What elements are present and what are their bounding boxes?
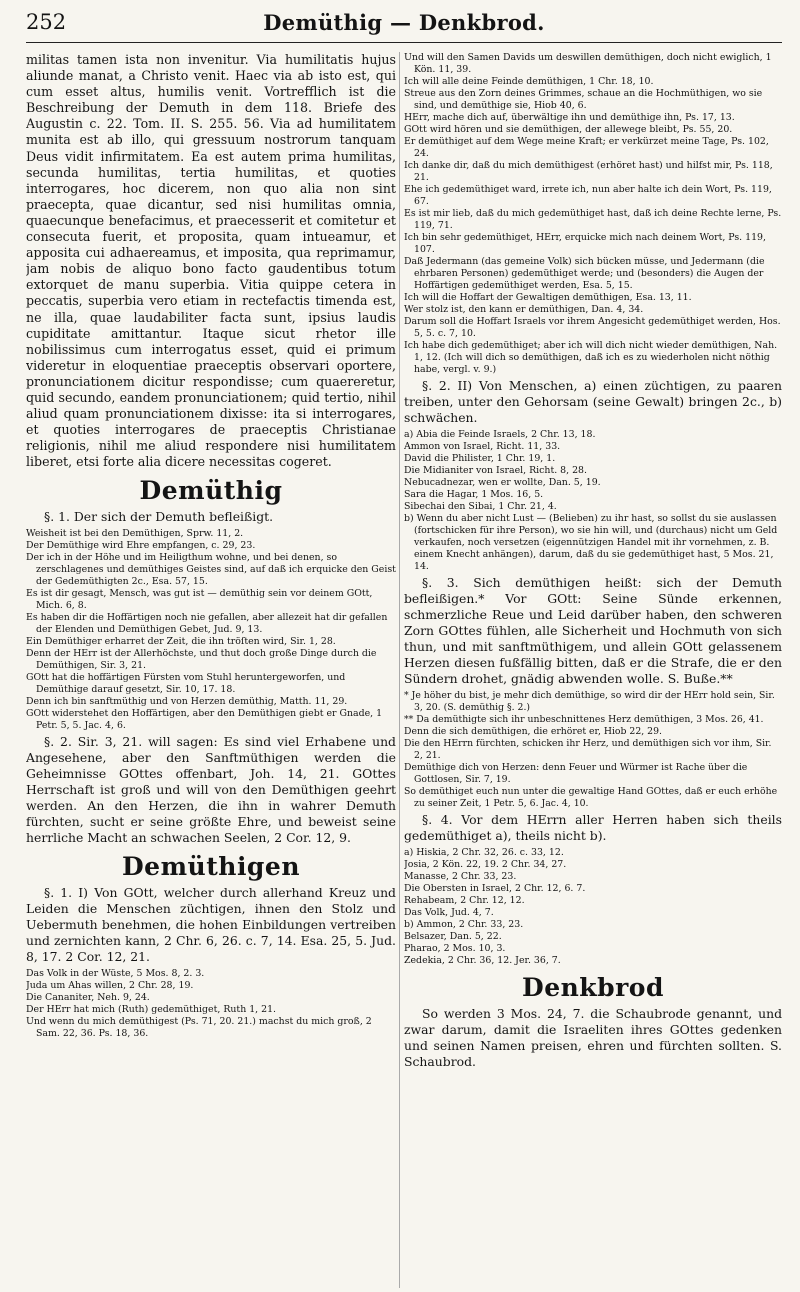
- footnote: Die den HErrn fürchten, schicken ihr Herz, und demüthigen sich vor ihm, Sir. 2, 21.: [404, 738, 772, 761]
- refs-demuethigen-2: [404, 429, 782, 573]
- paragraph-demuethigen-1: §. 1. I) Von GOtt, welcher durch allerhand Kreuz und Leiden die Menschen züchtigen, ihnen den Stolz und Uebermuth benehmen, die hohen Einbildungen vertreiben und zernichten kann, 2 Chr. 6, 26. c. 7, 14. Esa. 25, 5. Jud. 8, 17. 2 Cor. 12, 21.: [26, 885, 396, 965]
- scripture-ref: Belsazer, Dan. 5, 22.: [404, 931, 502, 942]
- footnotes-demuethigen-3: [404, 690, 782, 810]
- scripture-ref: Streue aus den Zorn deines Grimmes, schaue an die Hochmüthigen, wo sie sind, und demüthige sie, Hiob 40, 6.: [404, 88, 763, 111]
- scripture-ref: Josia, 2 Kön. 22, 19. 2 Chr. 34, 27.: [404, 859, 567, 870]
- footnote: So demüthiget euch nun unter die gewaltige Hand GOttes, daß er euch erhöhe zu seiner Zeit, 1 Petr. 5, 6. Jac. 4, 10.: [404, 786, 778, 809]
- scripture-ref: b) Wenn du aber nicht Lust — (Belieben) zu ihr hast, so sollst du sie auslassen (fortschicken für ihre Person), wo sie hin will, und (durchaus) nicht um Geld verkaufen, noch versetzen (eigennützigen Handel mit ihr vornehmen, z. B. einem Knecht anhängen), darum, daß du sie gedemüthiget hast, 5 Mos. 21, 14.: [404, 513, 778, 572]
- scripture-ref: Der HErr hat mich (Ruth) gedemüthiget, Ruth 1, 21.: [26, 1004, 277, 1016]
- scripture-ref: Ich will die Hoffart der Gewaltigen demüthigen, Esa. 13, 11.: [404, 292, 692, 303]
- scripture-ref: Die Obersten in Israel, 2 Chr. 12, 6. 7.: [404, 883, 586, 894]
- scripture-ref: Denn der HErr ist der Allerhöchste, und thut doch große Dinge durch die Demüthigen, Sir. 3, 21.: [26, 648, 377, 672]
- paragraph-demuethigen-4: §. 4. Vor dem HErrn aller Herren haben sich theils gedemüthiget a), theils nicht b).: [404, 812, 782, 843]
- refs-demuethigen-continued: [404, 52, 782, 376]
- scripture-ref: Der ich in der Höhe und im Heiligthum wohne, und bei denen, so zerschlagenes und demüthiges Geistes sind, auf daß ich erquicke den Geist der Gedemüthigten 2c., Esa. 57, 15.: [26, 552, 396, 588]
- scripture-ref: Die Cananiter, Neh. 9, 24.: [26, 992, 150, 1004]
- scripture-ref: Denn ich bin sanftmüthig und von Herzen demüthig, Matth. 11, 29.: [26, 696, 348, 708]
- scripture-ref: Und will den Samen Davids um deswillen demüthigen, doch nicht ewiglich, 1 Kön. 11, 39.: [404, 52, 772, 75]
- scripture-ref: Die Midianiter von Israel, Richt. 8, 28.: [404, 465, 588, 476]
- scripture-ref: Ein Demüthiger erharret der Zeit, die ihn tröſten wird, Sir. 1, 28.: [26, 636, 336, 648]
- scripture-ref: Manasse, 2 Chr. 33, 23.: [404, 871, 517, 882]
- scripture-ref: Sibechai den Sibai, 1 Chr. 21, 4.: [404, 501, 557, 512]
- paragraph-denkbrod: So werden 3 Mos. 24, 7. die Schaubrode genannt, und zwar darum, damit die Israeliten ihres GOttes gedenken und seinen Namen preisen, ehren und fürchten sollten. S. Schaubrod.: [404, 1006, 782, 1069]
- scripture-ref: Nebucadnezar, wen er wollte, Dan. 5, 19.: [404, 477, 601, 488]
- entry-heading-demuethig: Demüthig: [139, 476, 283, 506]
- scripture-ref: Der Demüthige wird Ehre empfangen, c. 29, 23.: [26, 540, 256, 552]
- latin-passage: militas tamen ista non invenitur. Via humilitatis hujus aliunde manat, a Christo venit. Haec via ab isto est, qui cum esset altus, humilis venit. Vortrefflich ist die Beschreibung der Demuth in dem 118. Briefe des Augustin c. 22. Tom. II. S. 255. 56. Via ad humilitatem munita est ab illo, qui gressuum nostrorum tanquam Deus vidit infirmitatem. Ea est autem prima humilitas, secunda humilitas, tertia humilitas, et quoties interrogares, hoc dicerem, non quo alia non sint praecepta, quae dicantur, sed nisi humilitas omnia, quaecunque benefacimus, et praecesserit et comitetur et consecuta fuerit, et proposita, quam intueamur, et apposita cui adhaereamus, et imposita, qua reprimamur, jam nobis de aliquo bono facto gaudentibus totum extorquet de manu superbia. Vitia quippe cetera in peccatis, superbia vero etiam in rectefactis timenda est, ne illa, quae laudabiliter facta sunt, ipsius laudis cupiditate amittantur. Itaque sicut rhetor ille nobilissimus cum interrogatus esset, quid ei primum videretur in eloquentiae praeceptis observari oportere, pronunciationem dicitur respondisse; cum quaereretur, quid secundo, eandem pronunciationem; quid tertio, nihil aliud quam pronunciationem dixisse: ita si interrogares, et quoties interrogares de praeceptis Christianae religionis, nihil me aliud respondere nisi humilitatem liberet, etsi forte alia dicere necessitas cogeret.: [26, 52, 396, 470]
- paragraph-demuethig-2: §. 2. Sir. 3, 21. will sagen: Es sind viel Erhabene und Angesehene, aber den Sanftmüthigen werden die Geheimnisse GOttes offenbart, Joh. 14, 21. GOttes Herrschaft ist groß und will von den Demüthigen geehrt werden. An den Herzen, die ihn in wahrer Demuth fürchten, sucht er seine größte Ehre, und beweist seine herrliche Macht an schwachen Seelen, 2 Cor. 12, 9.: [26, 734, 396, 846]
- footnote: Demüthige dich von Herzen: denn Feuer und Würmer ist Rache über die Gottlosen, Sir. 7, 19.: [404, 762, 748, 785]
- scripture-ref: HErr, mache dich auf, überwältige ihn und demüthige ihn, Ps. 17, 13.: [404, 112, 735, 123]
- paragraph-demuethigen-3: §. 3. Sich demüthigen heißt: sich der Demuth befleißigen.* Vor GOtt: Seine Sünde erkennen, schmerzliche Reue und Leid darüber haben, den schweren Zorn GOttes fühlen, alle Sicherheit und Hochmuth von sich thun, und mit sanftmüthigem, und allein GOtt gelassenem Herzen diesen fußfällig bitten, daß er die Strafe, die er den Sündern drohet, gnädig abwenden wolle. S. Buße.**: [404, 575, 782, 686]
- scripture-ref: Ich will alle deine Feinde demüthigen, 1 Chr. 18, 10.: [404, 76, 654, 87]
- scripture-ref: GOtt hat die hoffärtigen Fürsten vom Stuhl heruntergeworfen, und Demüthige darauf gesetzt, Sir. 10, 17. 18.: [26, 672, 346, 696]
- column-divider: [399, 52, 400, 1288]
- refs-demuethigen-4: [404, 847, 782, 967]
- scripture-ref: Pharao, 2 Mos. 10, 3.: [404, 943, 506, 954]
- scripture-ref: Ammon von Israel, Richt. 11, 33.: [404, 441, 561, 452]
- page-header: [26, 6, 782, 43]
- scripture-ref: Ich danke dir, daß du mich demüthigest (erhöret hast) und hilfst mir, Ps. 118, 21.: [404, 160, 773, 183]
- running-title: Demüthig — Denkbrod.: [263, 10, 545, 35]
- scripture-ref: GOtt wird hören und sie demüthigen, der allewege bleibt, Ps. 55, 20.: [404, 124, 733, 135]
- scripture-ref: a) Abia die Feinde Israels, 2 Chr. 13, 18.: [404, 429, 596, 440]
- scripture-ref: Rehabeam, 2 Chr. 12, 12.: [404, 895, 525, 906]
- scripture-ref: Ehe ich gedemüthiget ward, irrete ich, nun aber halte ich dein Wort, Ps. 119, 67.: [404, 184, 772, 207]
- refs-demuethigen-1: [26, 968, 396, 1040]
- scripture-ref: a) Hiskia, 2 Chr. 32, 26. c. 33, 12.: [404, 847, 564, 858]
- paragraph-demuethigen-2: §. 2. II) Von Menschen, a) einen züchtigen, zu paaren treiben, unter den Gehorsam (seine Gewalt) bringen 2c., b) schwächen.: [404, 378, 782, 425]
- scripture-ref: Darum soll die Hoffart Israels vor ihrem Angesicht gedemüthiget werden, Hos. 5, 5. c. 7, 10.: [404, 316, 781, 339]
- scripture-ref: Juda um Ahas willen, 2 Chr. 28, 19.: [26, 980, 194, 992]
- scripture-ref: Es ist mir lieb, daß du mich gedemüthiget hast, daß ich deine Rechte lerne, Ps. 119, 71.: [404, 208, 782, 231]
- paragraph-demuethig-1: §. 1. Der sich der Demuth befleißigt.: [44, 509, 274, 525]
- page-number: 252: [26, 10, 67, 34]
- scripture-ref: Ich habe dich gedemüthiget; aber ich will dich nicht wieder demüthigen, Nah. 1, 12. (Ich will dich so demüthigen, daß ich es zu wiederholen nicht nöthig habe, vergl. v. 9.): [404, 340, 778, 375]
- footnote: ** Da demüthigte sich ihr unbeschnittenes Herz demüthigen, 3 Mos. 26, 41.: [404, 714, 764, 725]
- scripture-ref: Weisheit ist bei den Demüthigen, Sprw. 11, 2.: [26, 528, 244, 540]
- scripture-ref: Wer stolz ist, den kann er demüthigen, Dan. 4, 34.: [404, 304, 644, 315]
- scripture-ref: Sara die Hagar, 1 Mos. 16, 5.: [404, 489, 544, 500]
- footnote: Denn die sich demüthigen, die erhöret er, Hiob 22, 29.: [404, 726, 662, 737]
- scripture-ref: Das Volk, Jud. 4, 7.: [404, 907, 494, 918]
- scripture-ref: Und wenn du mich demüthigest (Ps. 71, 20. 21.) machst du mich groß, 2 Sam. 22, 36. Ps. 18, 36.: [26, 1016, 372, 1040]
- scripture-ref: Ich bin sehr gedemüthiget, HErr, erquicke mich nach deinem Wort, Ps. 119, 107.: [404, 232, 767, 255]
- scripture-ref: Das Volk in der Wüste, 5 Mos. 8, 2. 3.: [26, 968, 205, 980]
- scripture-ref: David die Philister, 1 Chr. 19, 1.: [404, 453, 556, 464]
- scripture-ref: GOtt widerstehet den Hoffärtigen, aber den Demüthigen giebt er Gnade, 1 Petr. 5, 5. Jac. 4, 6.: [26, 708, 383, 732]
- left-column: [26, 52, 396, 1288]
- right-column: [404, 52, 782, 1288]
- scripture-ref: Zedekia, 2 Chr. 36, 12. Jer. 36, 7.: [404, 955, 561, 966]
- footnote: * Je höher du bist, je mehr dich demüthige, so wird dir der HErr hold sein, Sir. 3, 20. (S. demüthig §. 2.): [404, 690, 775, 713]
- refs-demuethig-1: [26, 528, 396, 732]
- entry-heading-demuethigen: Demüthigen: [122, 852, 300, 882]
- scripture-ref: Es ist dir gesagt, Mensch, was gut ist — demüthig sein vor deinem GOtt, Mich. 6, 8.: [26, 588, 373, 612]
- entry-heading-denkbrod: Denkbrod: [522, 973, 664, 1002]
- scripture-ref: Es haben dir die Hoffärtigen noch nie gefallen, aber allezeit hat dir gefallen der Elenden und Demüthigen Gebet, Jud. 9, 13.: [26, 612, 388, 636]
- scripture-ref: Er demüthiget auf dem Wege meine Kraft; er verkürzet meine Tage, Ps. 102, 24.: [404, 136, 769, 159]
- scripture-ref: b) Ammon, 2 Chr. 33, 23.: [404, 919, 524, 930]
- scripture-ref: Daß Jedermann (das gemeine Volk) sich bücken müsse, und Jedermann (die ehrbaren Personen) gedemüthiget werde; und (besonders) die Augen der Hoffärtigen gedemüthiget werden, Esa. 5, 15.: [404, 256, 765, 291]
